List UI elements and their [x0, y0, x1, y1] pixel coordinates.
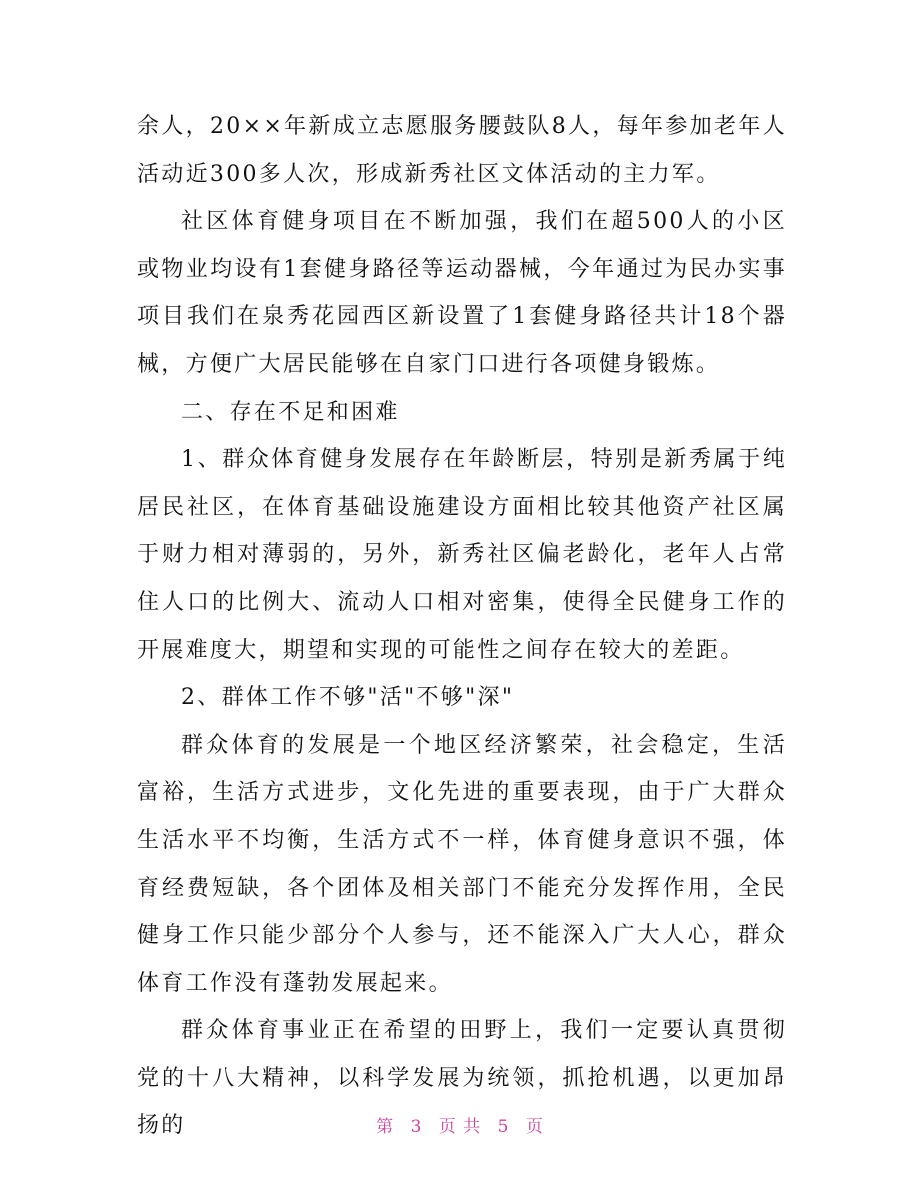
- paragraph-mass-sports: 群众体育的发展是一个地区经济繁荣，社会稳定，生活富裕，生活方式进步，文化先进的重要表现，由于广大群众生活水平不均衡，生活方式不一样，体育健身意识不强，体育经费短缺，各个团体及相关部门不能充分发挥作用，全民健身工作只能少部分个人参与，还不能深入广大人心，群众体育工作没有蓬勃发展起来。: [137, 732, 787, 996]
- footer-prefix: 第: [376, 1117, 395, 1137]
- paragraph-fitness-facilities: 社区体育健身项目在不断加强，我们在超500人的小区或物业均设有1套健身路径等运动器械，今年通过为民办实事项目我们在泉秀花园西区新设置了1套健身路径共计18个器械，方便广大居民能够在自家门口进行各项健身锻炼。: [137, 209, 787, 377]
- footer-total-pages: 5: [497, 1117, 510, 1137]
- subheading-item-2: 2、群体工作不够"活"不够"深": [181, 685, 515, 711]
- paragraph-continuation: 余人，20××年新成立志愿服务腰鼓队8人，每年参加老年人活动近300多人次，形成新秀社区文体活动的主力军。: [137, 114, 787, 187]
- section-heading-shortcomings: 二、存在不足和困难: [181, 399, 400, 425]
- footer-suffix: 页: [525, 1117, 544, 1137]
- footer-current-page: 3: [410, 1117, 423, 1137]
- page-footer: [0, 1112, 920, 1137]
- paragraph-outlook: 群众体育事业正在希望的田野上，我们一定要认真贯彻党的十八大精神，以科学发展为统领，抓抢机遇，以更加昂扬的: [137, 1018, 787, 1139]
- paragraph-item-1: 1、群众体育健身发展存在年龄断层，特别是新秀属于纯居民社区，在体育基础设施建设方面相比较其他资产社区属于财力相对薄弱的，另外，新秀社区偏老龄化，老年人占常住人口的比例大、流动人口相对密集，使得全民健身工作的开展难度大，期望和实现的可能性之间存在较大的差距。: [137, 447, 787, 663]
- document-body: [137, 103, 787, 1150]
- footer-mid: 页 共: [438, 1117, 482, 1137]
